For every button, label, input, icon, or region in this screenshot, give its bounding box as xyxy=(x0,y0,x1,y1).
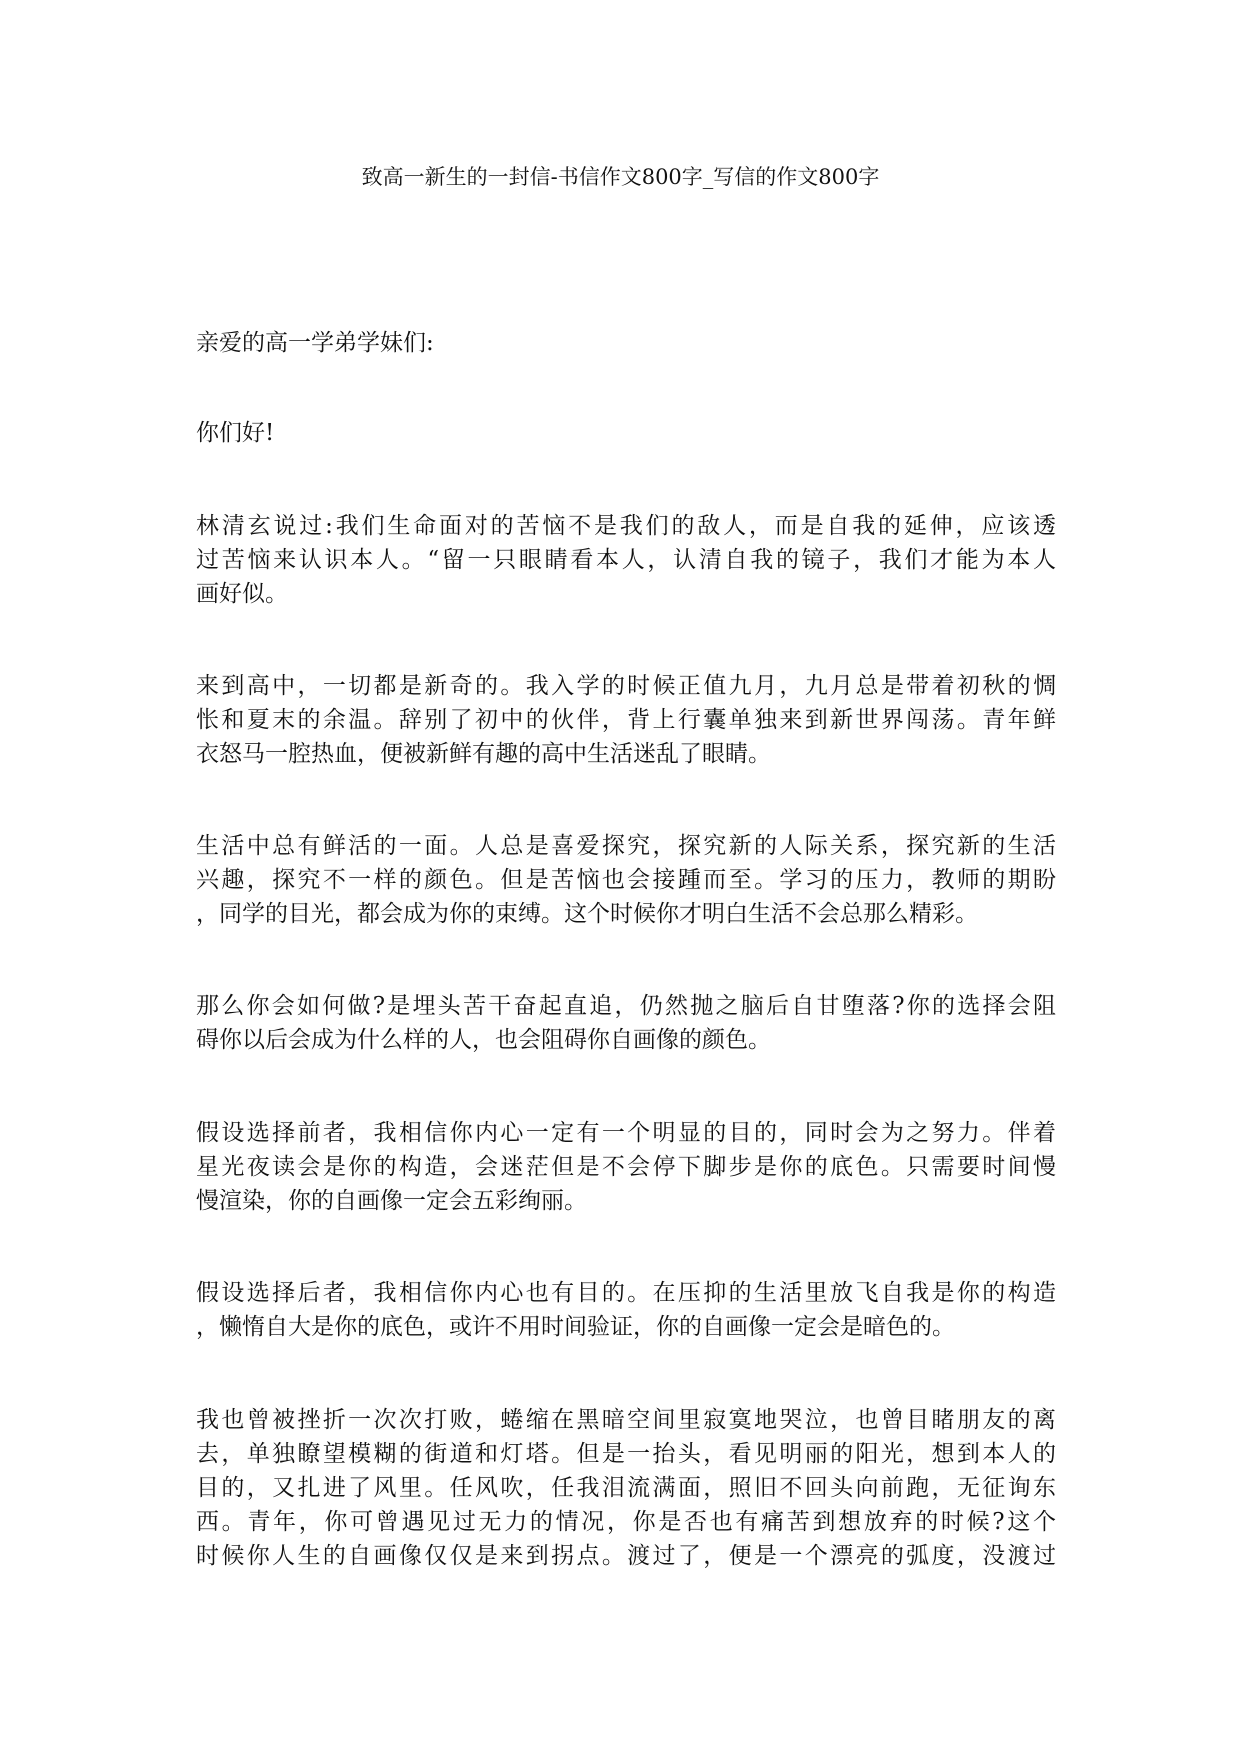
document-title: 致高一新生的一封信-书信作文800字_写信的作文800字 xyxy=(361,165,880,189)
paragraph-line: 我也曾被挫折一次次打败，蜷缩在黑暗空间里寂寞地哭泣，也曾目睹朋友的离 xyxy=(196,1407,1056,1433)
paragraph-line: 林清玄说过:我们生命面对的苦恼不是我们的敌人，而是自我的延伸，应该透 xyxy=(196,513,1056,539)
paragraph-line: 假设选择后者，我相信你内心也有目的。在压抑的生活里放飞自我是你的构造 xyxy=(196,1280,1056,1306)
paragraph-6 xyxy=(196,989,1056,1057)
paragraph-line: 那么你会如何做?是埋头苦干奋起直追，仍然抛之脑后自甘堕落?你的选择会阻 xyxy=(196,993,1056,1019)
paragraph-greeting xyxy=(196,326,1056,360)
paragraph-line: ，懒惰自大是你的底色，或许不用时间验证，你的自画像一定会是暗色的。 xyxy=(196,1314,955,1340)
paragraph-line: 亲爱的高一学弟学妹们: xyxy=(196,330,434,356)
paragraph-line: 西。青年，你可曾遇见过无力的情况，你是否也有痛苦到想放弃的时候?这个 xyxy=(196,1509,1056,1535)
paragraph-4 xyxy=(196,669,1056,771)
paragraph-line: 假设选择前者，我相信你内心一定有一个明显的目的，同时会为之努力。伴着 xyxy=(196,1120,1056,1146)
paragraph-line: 来到高中，一切都是新奇的。我入学的时候正值九月，九月总是带着初秋的惆 xyxy=(196,673,1056,699)
paragraph-line: 星光夜读会是你的构造，会迷茫但是不会停下脚步是你的底色。只需要时间慢 xyxy=(196,1154,1056,1180)
paragraph-line: ，同学的目光，都会成为你的束缚。这个时候你才明白生活不会总那么精彩。 xyxy=(196,901,978,927)
paragraph-line: 衣怒马一腔热血，便被新鲜有趣的高中生活迷乱了眼睛。 xyxy=(196,741,771,767)
paragraph-line: 去，单独瞭望模糊的街道和灯塔。但是一抬头，看见明丽的阳光，想到本人的 xyxy=(196,1441,1056,1467)
paragraph-line: 目的，又扎进了风里。任风吹，任我泪流满面，照旧不回头向前跑，无征询东 xyxy=(196,1475,1056,1501)
paragraph-8 xyxy=(196,1276,1056,1344)
paragraph-line: 你们好! xyxy=(196,420,275,446)
paragraph-7 xyxy=(196,1116,1056,1218)
paragraph-line: 兴趣，探究不一样的颜色。但是苦恼也会接踵而至。学习的压力，教师的期盼 xyxy=(196,867,1056,893)
paragraph-5 xyxy=(196,829,1056,931)
paragraph-line: 慢渲染，你的自画像一定会五彩绚丽。 xyxy=(196,1188,587,1214)
paragraph-line: 时候你人生的自画像仅仅是来到拐点。渡过了，便是一个漂亮的弧度，没渡过 xyxy=(196,1543,1056,1569)
paragraph-3 xyxy=(196,509,1056,611)
paragraph-line: 画好似。 xyxy=(196,581,288,607)
paragraph-line: 碍你以后会成为什么样的人，也会阻碍你自画像的颜色。 xyxy=(196,1027,771,1053)
paragraph-line: 生活中总有鲜活的一面。人总是喜爱探究，探究新的人际关系，探究新的生活 xyxy=(196,833,1056,859)
paragraph-hello xyxy=(196,416,1056,450)
paragraph-line: 怅和夏末的余温。辞别了初中的伙伴，背上行囊单独来到新世界闯荡。青年鲜 xyxy=(196,707,1056,733)
paragraph-9 xyxy=(196,1403,1056,1573)
paragraph-line: 过苦恼来认识本人。“留一只眼睛看本人，认清自我的镜子，我们才能为本人 xyxy=(196,547,1056,573)
